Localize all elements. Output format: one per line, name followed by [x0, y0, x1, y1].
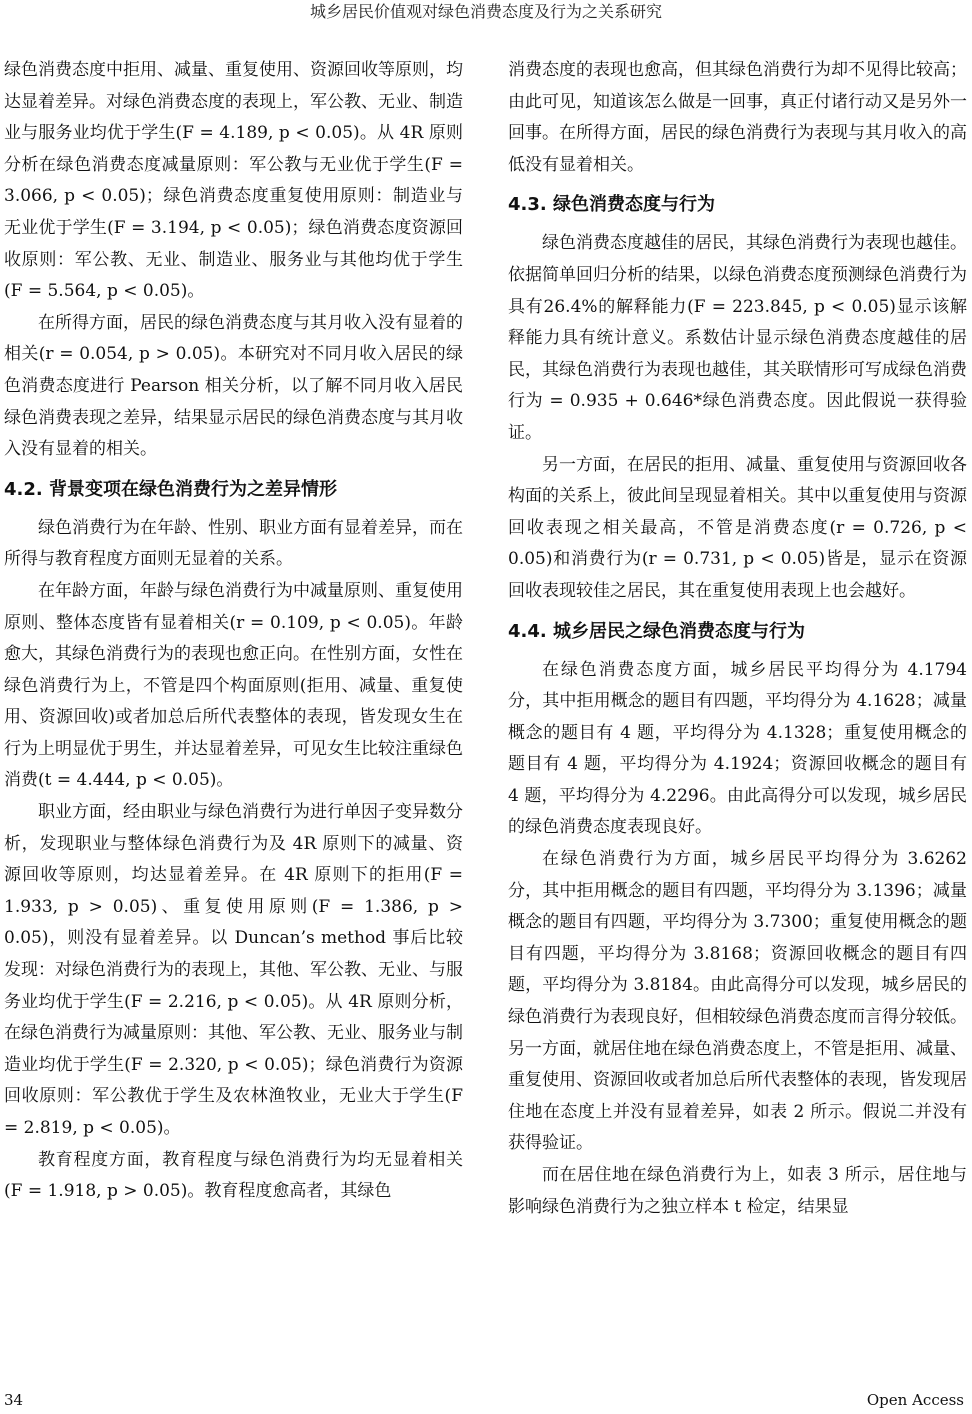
paragraph: 绿色消费态度中拒用、减量、重复使用、资源回收等原则，均达显着差异。对绿色消费态度的表现上，军公教、无业、制造业与服务业均优于学生(F = 4.189, p < 0.05)。从 4R 原则分析在绿色消费态度减量原则：军公教与无业优于学生(F = 3.066, p < 0.05)；绿色消费态度重复使用原则：制造业与无业优于学生(F = 3.194, p < 0.05)；绿色消费态度资源回收原则：军公教、无业、制造业、服务业与其他均优于学生(F = 5.564, p < 0.05)。 — [4, 60, 463, 302]
paragraph: 另一方面，在居民的拒用、减量、重复使用与资源回收各构面的关系上，彼此间呈现显着相关。其中以重复使用与资源回收表现之相关最高，不管是消费态度(r = 0.726, p < 0.05)和消费行为(r = 0.731, p < 0.05)皆是，显示在资源回收表现较佳之居民，其在重复使用表现上也会越好。 — [508, 454, 967, 601]
right-column — [508, 55, 967, 1223]
paragraph: 消费态度的表现也愈高，但其绿色消费行为却不见得比较高；由此可见，知道该怎么做是一回事，真正付诸行动又是另外一回事。在所得方面，居民的绿色消费行为表现与其月收入的高低没有显着相关。 — [508, 60, 967, 175]
paragraph: 教育程度方面，教育程度与绿色消费行为均无显着相关(F = 1.918, p > 0.05)。教育程度愈高者，其绿色 — [4, 1149, 463, 1202]
paragraph: 在绿色消费态度方面，城乡居民平均得分为 4.1794 分，其中拒用概念的题目有四题，平均得分为 4.1628；减量概念的题目有 4 题，平均得分为 4.1328；重复使用概念的题目有 4 题，平均得分为 4.1924；资源回收概念的题目有 4 题，平均得分为 4.2296。由此高得分可以发现，城乡居民的绿色消费态度表现良好。 — [508, 659, 967, 838]
running-header: 城乡居民价值观对绿色消费态度及行为之关系研究 — [309, 2, 662, 21]
paragraph: 在所得方面，居民的绿色消费态度与其月收入没有显着的相关(r = 0.054, p > 0.05)。本研究对不同月收入居民的绿色消费态度进行 Pearson 相关分析，以了解不同月收入居民绿色消费表现之差异，结果显示居民的绿色消费态度与其月收入没有显着的相关。 — [4, 312, 463, 460]
section-heading: 4.2. 背景变项在绿色消费行为之差异情形 — [4, 478, 337, 500]
paragraph: 在绿色消费行为方面，城乡居民平均得分为 3.6262 分，其中拒用概念的题目有四题，平均得分为 3.1396；减量概念的题目有四题，平均得分为 3.7300；重复使用概念的题目有四题，平均得分为 3.8168；资源回收概念的题目有四题，平均得分为 3.8184。由此高得分可以发现，城乡居民的绿色消费行为表现良好，但相较绿色消费态度而言得分较低。另一方面，就居住地在绿色消费态度上，不管是拒用、减量、重复使用、资源回收或者加总后所代表整体的表现，皆发现居住地在态度上并没有显着差异，如表 2 所示。假说二并没有获得验证。 — [508, 849, 967, 1154]
paragraph: 绿色消费态度越佳的居民，其绿色消费行为表现也越佳。依据简单回归分析的结果，以绿色消费态度预测绿色消费行为具有26.4%的解释能力(F = 223.845, p < 0.05)显示该解释能力具有统计意义。系数估计显示绿色消费态度越佳的居民，其绿色消费行为表现也越佳，其关联情形可写成绿色消费行为 = 0.935 + 0.646*绿色消费态度。因此假说一获得验证。 — [508, 233, 967, 443]
journal-name: Open Access — [866, 1391, 964, 1409]
paragraph: 绿色消费行为在年龄、性别、职业方面有显着差异，而在所得与教育程度方面则无显着的关系。 — [4, 517, 463, 570]
paragraph: 而在居住地在绿色消费行为上，如表 3 所示，居住地与影响绿色消费行为之独立样本 t 检定，结果显 — [508, 1165, 967, 1217]
paragraph: 职业方面，经由职业与绿色消费行为进行单因子变异数分析，发现职业与整体绿色消费行为及 4R 原则下的减量、资源回收等原则，均达显着差异。在 4R 原则下的拒用(F = 1.933, p > 0.05)、重复使用原则(F = 1.386, p > 0.05)，则没有显着差异。以 Duncan’s method 事后比较发现：对绿色消费行为的表现上，其他、军公教、无业、与服务业均优于学生(F = 2.216, p < 0.05)。从 4R 原则分析，在绿色消费行为减量原则：其他、军公教、无业、服务业与制造业均优于学生(F = 2.320, p < 0.05)；绿色消费行为资源回收原则：军公教优于学生及农林渔牧业，无业大于学生(F = 2.819, p < 0.05)。 — [4, 802, 463, 1138]
paragraph: 在年龄方面，年龄与绿色消费行为中减量原则、重复使用原则、整体态度皆有显着相关(r = 0.109, p < 0.05)。年龄愈大，其绿色消费行为的表现也愈正向。在性别方面，女性在绿色消费行为上，不管是四个构面原则(拒用、减量、重复使用、资源回收)或者加总后所代表整体的表现，皆发现女生在行为上明显优于男生，并达显着差异，可见女生比较注重绿色消费(t = 4.444, p < 0.05)。 — [4, 580, 463, 791]
page-number: 34 — [4, 1391, 24, 1409]
section-heading: 4.4. 城乡居民之绿色消费态度与行为 — [508, 620, 805, 642]
section-heading: 4.3. 绿色消费态度与行为 — [508, 194, 715, 216]
left-column — [4, 55, 463, 1208]
